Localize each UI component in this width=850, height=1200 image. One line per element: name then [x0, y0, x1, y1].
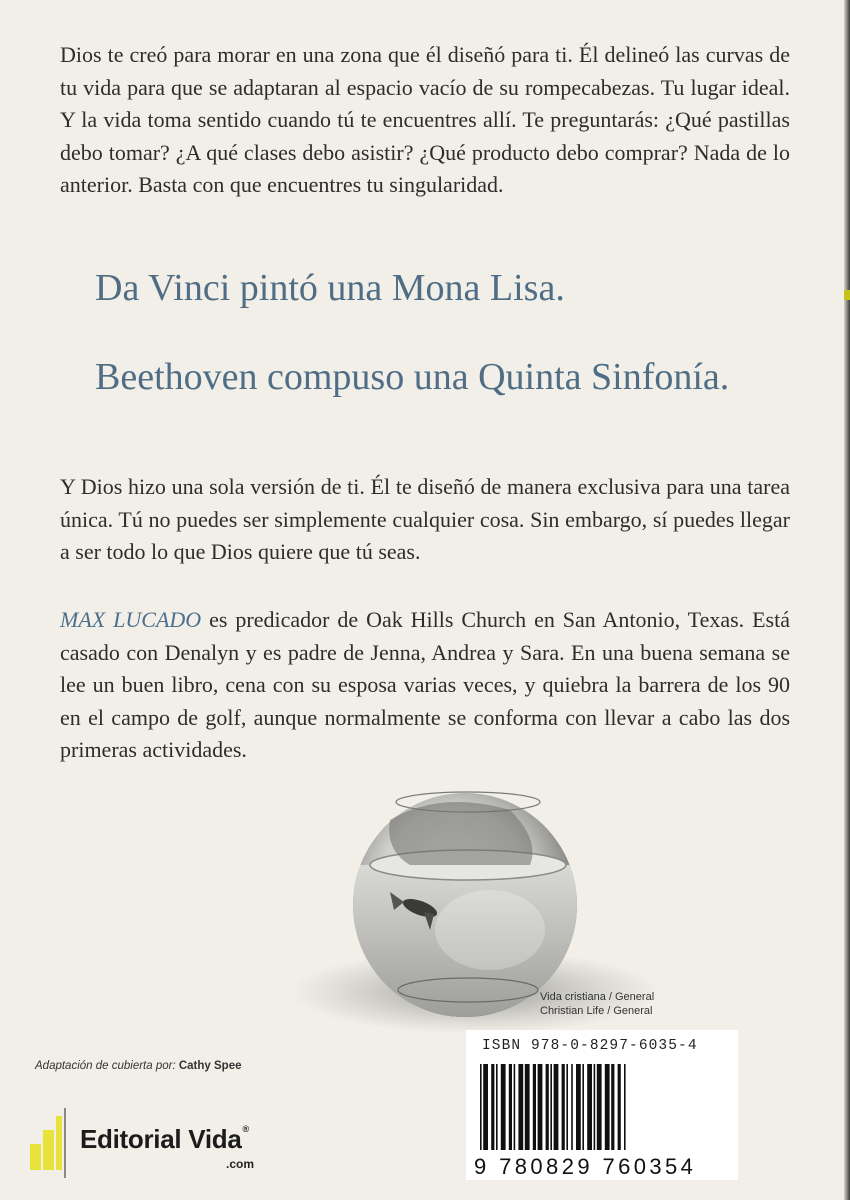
quote-line-1: Da Vinci pintó una Mona Lisa.: [95, 267, 565, 309]
publisher-name: Editorial Vida®: [80, 1124, 249, 1154]
barcode-bar: [624, 1064, 626, 1150]
barcode-bar: [611, 1064, 614, 1150]
barcode: [476, 1064, 728, 1156]
publisher-logo-divider: [64, 1108, 66, 1178]
barcode-bar: [550, 1064, 552, 1150]
barcode-bar: [501, 1064, 506, 1150]
barcode-bar: [480, 1064, 482, 1150]
barcode-bar: [554, 1064, 559, 1150]
cover-credit: [35, 1060, 242, 1072]
barcode-bar: [576, 1064, 581, 1150]
barcode-bar: [587, 1064, 592, 1150]
barcode-bar: [518, 1064, 523, 1150]
barcode-bar: [597, 1064, 602, 1150]
barcode-box: [466, 1030, 738, 1180]
barcode-bar: [496, 1064, 498, 1150]
category-labels: [540, 990, 654, 1018]
barcode-digits: 9 780829 760354: [474, 1154, 697, 1179]
barcode-bar: [509, 1064, 512, 1150]
barcode-bar: [483, 1064, 488, 1150]
author-bio: [60, 604, 790, 767]
category-english: Christian Life / General: [540, 1005, 653, 1017]
barcode-bar: [594, 1064, 596, 1150]
second-paragraph: Y Dios hizo una sola versión de ti. Él te diseñó de manera exclusiva para una tarea única. Tú no puedes ser simplemente cualquier cosa. Sin embargo, sí puedes llegar a ser todo lo que Dios quiere que tú seas.: [60, 474, 790, 564]
intro-paragraph: Dios te creó para morar en una zona que él diseñó para ti. Él delineó las curvas de tu vida para que se adaptaran al espacio vacío de su rompecabezas. Tu lugar ideal. Y la vida toma sentido cuando tú te encuentres allí. Te preguntarás: ¿Qué pastillas debo tomar? ¿A qué clases debo asistir? ¿Qué producto debo comprar? Nada de lo anterior. Basta con que encuentres tu singularidad.: [60, 42, 790, 197]
barcode-bar: [538, 1064, 543, 1150]
barcode-bar: [618, 1064, 621, 1150]
barcode-bar: [546, 1064, 549, 1150]
cover-credit-label: Adaptación de cubierta por:: [35, 1060, 176, 1072]
publisher-logo: [30, 1108, 320, 1178]
spine-edge: [844, 0, 850, 1200]
barcode-bar: [571, 1064, 573, 1150]
cover-credit-name: Cathy Spee: [178, 1060, 242, 1072]
barcode-bar: [605, 1064, 610, 1150]
publisher-domain: .com: [226, 1157, 255, 1171]
author-name: MAX LUCADO: [60, 607, 202, 632]
barcode-bar: [491, 1064, 494, 1150]
barcode-bar: [582, 1064, 584, 1150]
barcode-bar: [514, 1064, 516, 1150]
barcode-bar: [566, 1064, 568, 1150]
barcode-bar: [562, 1064, 565, 1150]
category-spanish: Vida cristiana / General: [540, 991, 655, 1003]
spine-mark: [844, 290, 850, 300]
quote-line-2: Beethoven compuso una Quinta Sinfonía.: [95, 356, 730, 398]
barcode-bar: [533, 1064, 536, 1150]
author-bio-text: es predicador de Oak Hills Church en San Antonio, Texas. Está casado con Denalyn y es padre de Jenna, Andrea y Sara. En una buena semana se lee un buen libro, cena con su esposa varias veces, y quiebra la barrera de los 90 en el campo de golf, aunque normalmente se conforma con llevar a cabo las dos primeras actividades.: [60, 607, 790, 762]
barcode-bar: [525, 1064, 530, 1150]
isbn-label: ISBN 978-0-8297-6035-4: [482, 1038, 698, 1054]
